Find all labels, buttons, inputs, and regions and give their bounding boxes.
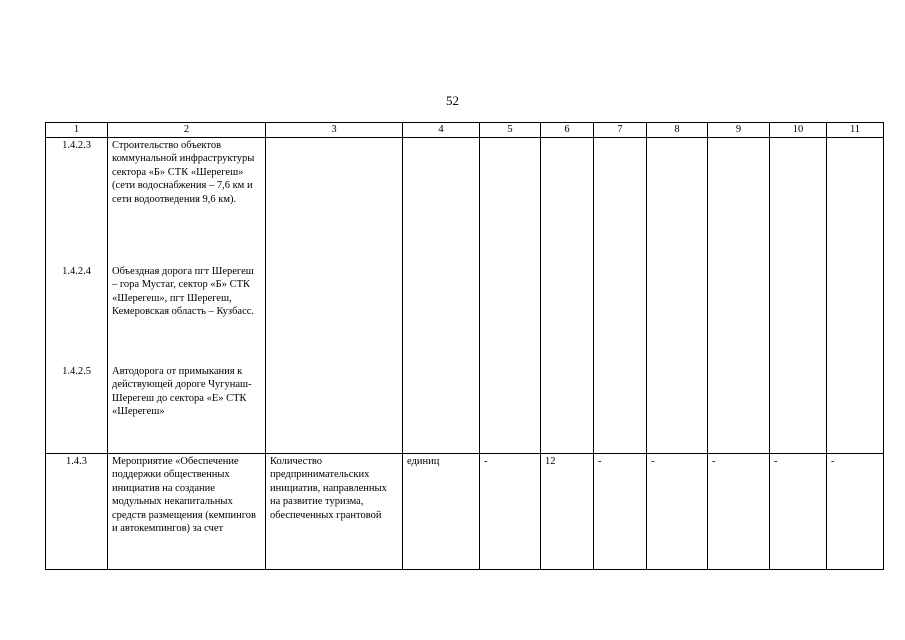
empty-cell	[403, 138, 480, 454]
empty-cell	[827, 138, 884, 454]
header-cell-11: 11	[827, 123, 884, 138]
empty-cell	[594, 138, 647, 454]
table-row	[46, 454, 884, 570]
row-number-cell: 1.4.3	[46, 454, 108, 570]
page-number: 52	[446, 93, 459, 108]
value-cell-11: -	[827, 454, 884, 570]
item-number: 1.4.2.5	[62, 365, 91, 377]
item-text: Автодорога от примыкания к действующей дороге Чугунаш-Шерегеш до сектора «Е» СТК «Шерегеш»	[112, 366, 252, 418]
empty-cell	[541, 138, 594, 454]
header-cell-9: 9	[708, 123, 770, 138]
value-cell-9: -	[708, 454, 770, 570]
table-row	[46, 138, 884, 454]
header-row	[46, 123, 884, 138]
item-name-cell	[108, 138, 266, 454]
row-number-cell	[46, 138, 108, 454]
empty-cell	[647, 138, 708, 454]
value-cell-8: -	[647, 454, 708, 570]
header-cell-8: 8	[647, 123, 708, 138]
item-text: Строительство объектов коммунальной инфраструктуры сектора «Б» СТК «Шерегеш» (сети водоснабжения – 7,6 км и сети водоотведения 9,6 км).	[112, 140, 255, 205]
header-cell-1: 1	[46, 123, 108, 138]
item-number: 1.4.2.4	[62, 266, 91, 278]
item-text: Объездная дорога пгт Шерегеш – гора Мустаг, сектор «Б» СТК «Шерегеш», пгт Шерегеш, Кемеровская область – Кузбасс.	[112, 266, 255, 318]
empty-cell	[266, 138, 403, 454]
unit-cell: единиц	[403, 454, 480, 570]
value-cell-7: -	[594, 454, 647, 570]
header-cell-6: 6	[541, 123, 594, 138]
empty-cell	[708, 138, 770, 454]
header-cell-7: 7	[594, 123, 647, 138]
indicator-cell: Количество предпринимательских инициатив, направленных на развитие туризма, обеспеченных грантовой	[266, 454, 403, 570]
header-cell-3: 3	[266, 123, 403, 138]
data-table	[45, 122, 884, 570]
header-cell-4: 4	[403, 123, 480, 138]
header-cell-10: 10	[770, 123, 827, 138]
value-cell-6: 12	[541, 454, 594, 570]
header-cell-5: 5	[480, 123, 541, 138]
measure-name-cell: Мероприятие «Обеспечение поддержки общественных инициатив на создание модульных некапитальных средств размещения (кемпингов и автокемпингов) за счет	[108, 454, 266, 570]
value-cell-5: -	[480, 454, 541, 570]
header-cell-2: 2	[108, 123, 266, 138]
empty-cell	[770, 138, 827, 454]
empty-cell	[480, 138, 541, 454]
value-cell-10: -	[770, 454, 827, 570]
item-number: 1.4.2.3	[62, 140, 91, 151]
